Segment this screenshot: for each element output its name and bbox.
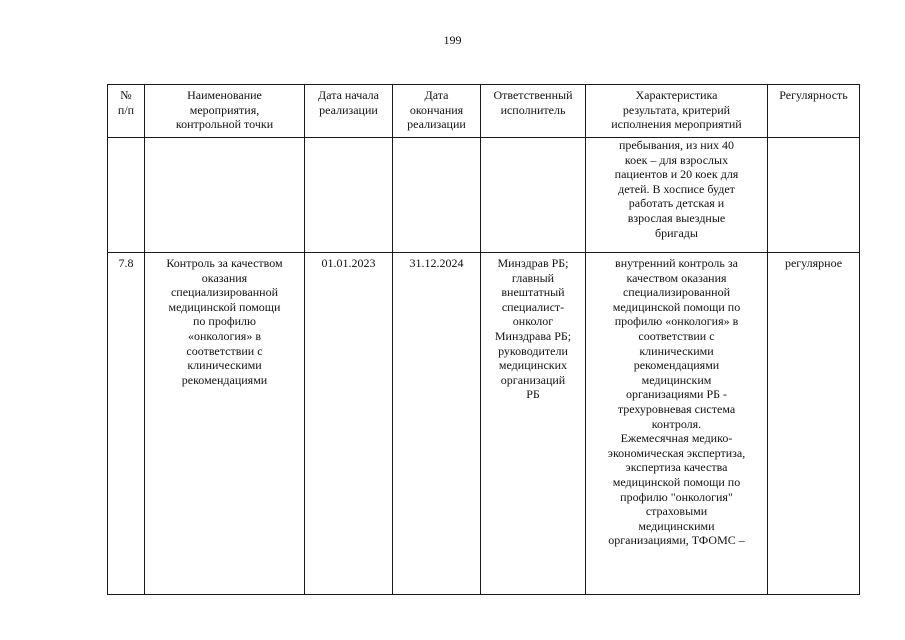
header-executor: Ответственный исполнитель — [481, 85, 586, 138]
cell-start-date — [305, 138, 393, 253]
cell-start-date: 01.01.2023 — [305, 253, 393, 595]
header-num: № п/п — [108, 85, 145, 138]
header-start-date: Дата начала реализации — [305, 85, 393, 138]
cell-regularity: регулярное — [768, 253, 860, 595]
cell-result: пребывания, из них 40 коек – для взрослых пациентов и 20 коек для детей. В хосписе будет работать детская и взрослая выездные бригады — [586, 138, 768, 253]
header-regularity: Регулярность — [768, 85, 860, 138]
page-number: 199 — [443, 33, 462, 47]
header-name: Наименование мероприятия, контрольной точки — [145, 85, 305, 138]
header-end-date: Дата окончания реализации — [393, 85, 481, 138]
cell-result: внутренний контроль за качеством оказания специализированной медицинской помощи по профилю «онкология» в соответствии с клиническими рекомендациями медицинским организациями РБ - трехуровневая система контроля. Ежемесячная медико- экономическая экспертиза, экспертиза качества медицинской помощи по профилю "онкология" страховыми медицинскими организациями, ТФОМС – — [586, 253, 768, 595]
cell-name: Контроль за качеством оказания специализированной медицинской помощи по профилю «онкология» в соответствии с клиническими рекомендациями — [145, 253, 305, 595]
cell-end-date: 31.12.2024 — [393, 253, 481, 595]
table-header-row — [108, 85, 860, 138]
cell-end-date — [393, 138, 481, 253]
cell-num: 7.8 — [108, 253, 145, 595]
table-row — [108, 138, 860, 253]
cell-name — [145, 138, 305, 253]
cell-executor: Минздрав РБ; главный внештатный специалист- онколог Минздрава РБ; руководители медицинских организаций РБ — [481, 253, 586, 595]
table-row — [108, 253, 860, 595]
plan-table — [107, 84, 860, 595]
header-result: Характеристика результата, критерий исполнения мероприятий — [586, 85, 768, 138]
cell-regularity — [768, 138, 860, 253]
cell-num — [108, 138, 145, 253]
cell-executor — [481, 138, 586, 253]
